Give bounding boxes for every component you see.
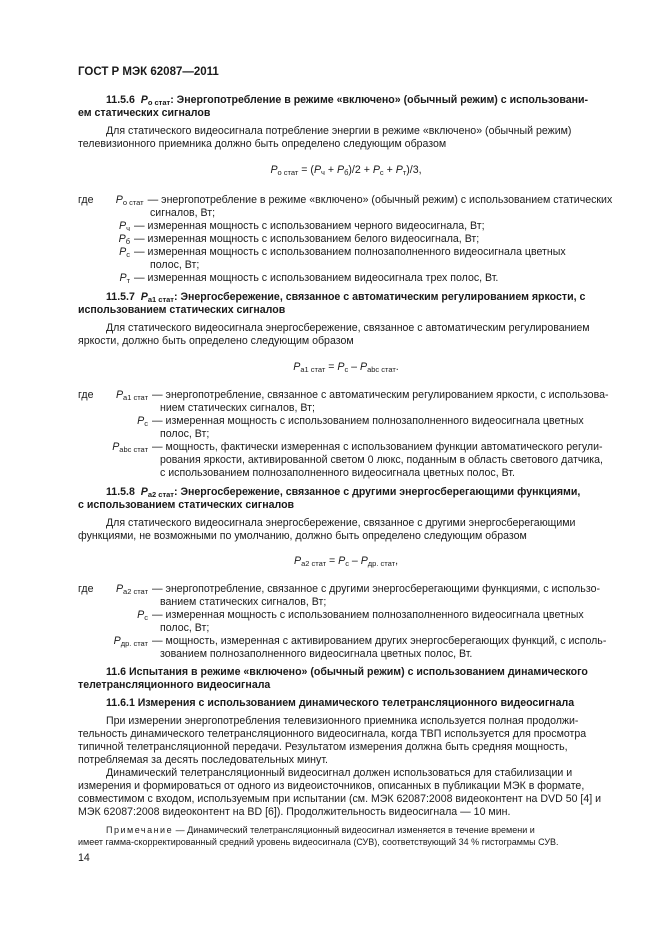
section-11-5-6-title: 11.5.6 $P_{о стат}$: Энергопотребление в режиме «включено» (обычный режим) с использовани- — [106, 94, 589, 107]
section-11-5-7-title: 11.5.7 $P_{a1 стат}$: Энергосбережение, связанное с автоматическим регулированием яркости, с — [106, 291, 586, 304]
s1157-def-0: $P_{a1 стат}$ — энергопотребление, связанное с автоматическим регулированием яркости, с использова- — [115, 389, 609, 402]
s1158-def-2: $P_{др. стат}$ — мощность, измеренная с активированием других энергосберегающих функций, с исполь- — [113, 635, 607, 648]
s1161-p1-line2: тельность динамического телетрансляционного видеосигнала, когда ТВП используется для просмотра — [78, 728, 587, 740]
section-11-5-8-title: 11.5.8 $P_{a2 стат}$: Энергосбережение, связанное с другими энергосберегающими функциями, — [106, 486, 581, 499]
document-header: ГОСТ Р МЭК 62087—2011 — [78, 66, 219, 78]
s1161-p1-line4: потребляемая за десять последовательных минут. — [78, 754, 328, 766]
s1156-formula: $P_{о стат} = (P_ч + P_б)/2 + P_с + P_т)/3$, — [270, 164, 422, 177]
s1156-def-1: $P_ч$ — измеренная мощность с использованием черного видеосигнала, Вт; — [119, 220, 485, 233]
s1157-formula: $P_{a1 стат} = P_с - P_{abc стат}$. — [293, 361, 399, 374]
section-11-6-title-cont: телетрансляционного видеосигнала — [78, 679, 271, 691]
s1156-def-3-cont: полос, Вт; — [150, 259, 200, 271]
s1156-where: где — [78, 194, 94, 206]
s1158-paragraph-line1: Для статического видеосигнала энергосбережение, связанное с другими энергосберегающими — [106, 517, 576, 529]
s1158-where: где — [78, 583, 94, 595]
s1158-def-1-cont: полос, Вт; — [160, 622, 210, 634]
s1157-def-2: $P_{abc стат}$ — мощность, фактически измеренная с использованием функции автоматического регули- — [112, 441, 603, 454]
s1156-def-4: $P_т$ — измеренная мощность с использованием видеосигнала трех полос, Вт. — [119, 272, 499, 285]
section-11-5-7-title-cont: использованием статических сигналов — [78, 304, 286, 316]
s1161-p1-line1: При измерении энергопотребления телевизионного приемника используется полная продолжи- — [106, 715, 579, 727]
s1157-def-2-cont: рования яркости, активированной светом 0 люкс, поданным в область светового датчика, — [160, 454, 603, 466]
s1157-paragraph-line1: Для статического видеосигнала энергосбережение, связанное с автоматическим регулированием — [106, 322, 590, 334]
s1157-def-1-cont: полос, Вт; — [160, 428, 210, 440]
section-11-6-1-title: 11.6.1 Измерения с использованием динамического телетрансляционного видеосигнала — [106, 697, 575, 709]
s1157-where: где — [78, 389, 94, 401]
s1156-def-0: $P_{о стат}$ — энергопотребление в режиме «включено» (обычный режим) с использованием статических — [115, 194, 613, 207]
s1156-def-3: $P_с$ — измеренная мощность с использованием полнозаполненного видеосигнала цветных — [119, 246, 566, 259]
page-number: 14 — [78, 852, 90, 864]
note-line1: Примечание — Динамический телетрансляционный видеосигнал изменяется в течение времени и — [106, 825, 535, 835]
note-line2: имеет гамма-скорректированный средний уровень видеосигнала (СУВ), соответствующий 34 % гистограммы СУВ. — [78, 837, 559, 847]
s1158-def-0: $P_{a2 стат}$ — энергопотребление, связанное с другими энергосберегающими функциями, с использо- — [115, 583, 600, 596]
s1158-def-1: $P_с$ — измеренная мощность с использованием полнозаполненного видеосигнала цветных — [137, 609, 584, 622]
s1161-p2-line4: МЭК 62087:2008 видеоконтент на BD [6]). Продолжительность видеосигнала — 10 мин. — [78, 806, 511, 818]
s1161-p2-line1: Динамический телетрансляционный видеосигнал должен использоваться для стабилизации и — [106, 767, 573, 779]
s1156-paragraph-line2: телевизионного приемника должно быть определено следующим образом — [78, 138, 447, 150]
s1157-def-1: $P_с$ — измеренная мощность с использованием полнозаполненного видеосигнала цветных — [137, 415, 584, 428]
s1156-paragraph-line1: Для статического видеосигнала потребление энергии в режиме «включено» (обычный режим) — [106, 125, 572, 137]
s1156-def-0-cont: сигналов, Вт; — [150, 207, 216, 219]
s1158-formula: $P_{a2 стат} = P_с - P_{др. стат}$, — [293, 555, 399, 568]
s1157-def-2-cont2: с использованием полнозаполненного видеосигнала цветных полос, Вт. — [160, 467, 515, 479]
s1161-p2-line2: измерения и формироваться от одного из видеоисточников, описанных в публикации МЭК в формате, — [78, 780, 585, 792]
s1158-paragraph-line2: функциями, не возможными по умолчанию, должно быть определено следующим образом — [78, 530, 527, 542]
section-11-5-6-title-cont: ем статических сигналов — [78, 107, 211, 119]
s1157-paragraph-line2: яркости, должно быть определено следующим образом — [78, 335, 354, 347]
s1157-def-0-cont: нием статических сигналов, Вт; — [160, 402, 315, 414]
s1161-p2-line3: совместимом с входом, используемым при испытании (см. МЭК 62087:2008 видеоконтент на DVD 50 [4] и — [78, 793, 602, 805]
s1156-def-2: $P_б$ — измеренная мощность с использованием белого видеосигнала, Вт; — [118, 233, 480, 246]
s1158-def-0-cont: ванием статических сигналов, Вт; — [160, 596, 327, 608]
s1161-p1-line3: типичной телетрансляционной передачи. Результатом измерения должна быть средняя мощность, — [78, 741, 568, 753]
section-11-5-8-title-cont: с использованием статических сигналов — [78, 499, 295, 511]
section-11-6-title: 11.6 Испытания в режиме «включено» (обычный режим) с использованием динамического — [106, 666, 588, 678]
s1158-def-2-cont: зованием полнозаполненного видеосигнала цветных полос, Вт. — [160, 648, 473, 660]
